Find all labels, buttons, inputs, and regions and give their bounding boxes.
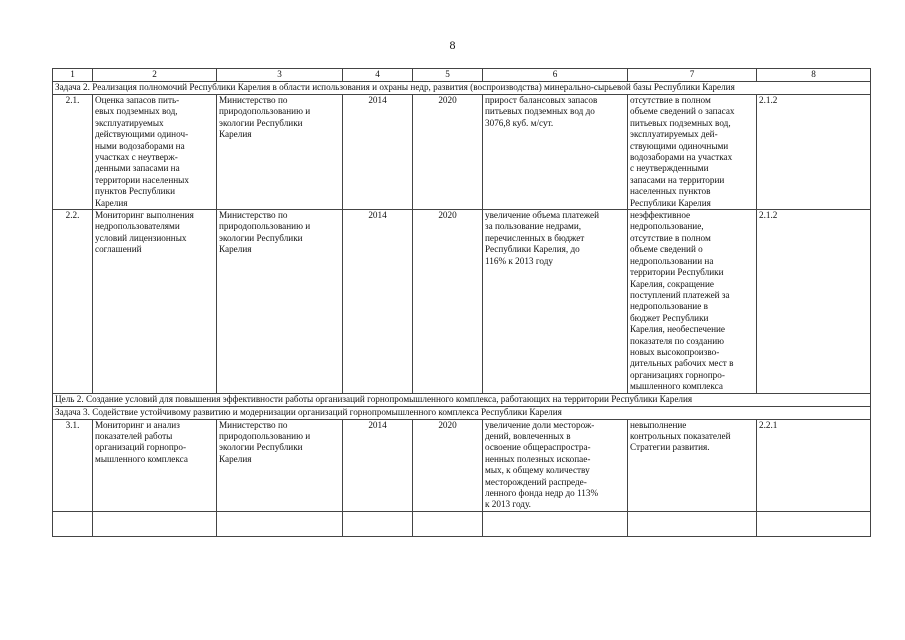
cell-text-line: дительных рабочих мест в bbox=[630, 358, 734, 369]
table-row bbox=[53, 419, 871, 511]
cell-text-line: природопользованию и bbox=[219, 221, 311, 232]
column-number-row bbox=[53, 69, 871, 82]
cell-text-line: недропользование в bbox=[630, 301, 708, 312]
cell-text-line: водозаборами на участках bbox=[630, 152, 733, 163]
item-number: 2.1. bbox=[53, 95, 93, 210]
cell-text-line: Карелия bbox=[219, 453, 252, 464]
empty-cell bbox=[483, 511, 628, 536]
expected-result bbox=[483, 95, 628, 210]
table-row bbox=[53, 95, 871, 210]
cell-text-line: Министерство по bbox=[219, 95, 288, 105]
end-year: 2020 bbox=[413, 210, 483, 394]
cell-text-line: ствующими одиночными bbox=[630, 140, 729, 151]
cell-text-line: увеличение доли месторож- bbox=[485, 419, 595, 430]
empty-cell bbox=[757, 511, 871, 536]
column-number: 5 bbox=[413, 69, 483, 82]
cell-text-line: эксплуатируемых дей- bbox=[630, 129, 718, 140]
cell-text-line: недропользователями bbox=[95, 221, 180, 232]
table-row-spacer bbox=[53, 511, 871, 536]
cell-text-line: организаций горнопро- bbox=[95, 442, 187, 453]
cell-text-line: 116% к 2013 году bbox=[485, 255, 553, 266]
cell-text-line: мышленного комплекса bbox=[95, 453, 188, 464]
empty-cell bbox=[413, 511, 483, 536]
column-number: 2 bbox=[93, 69, 217, 82]
expected-result bbox=[483, 419, 628, 511]
program-activities-table bbox=[52, 68, 871, 537]
cell-text-line: природопользованию и bbox=[219, 106, 311, 117]
empty-cell bbox=[53, 511, 93, 536]
cell-text-line: евых подземных вод, bbox=[95, 106, 178, 117]
cell-text-line: Карелия bbox=[219, 244, 252, 255]
start-year: 2014 bbox=[343, 419, 413, 511]
executor bbox=[217, 95, 343, 210]
end-year: 2020 bbox=[413, 95, 483, 210]
cell-text-line: за пользование недрами, bbox=[485, 221, 582, 232]
cell-text-line: 3076,8 куб. м/сут. bbox=[485, 117, 554, 128]
cell-text-line: к 2013 году. bbox=[485, 499, 531, 510]
cell-text-line: Карелия bbox=[219, 129, 252, 140]
cell-text-line: эксплуатируемых bbox=[95, 117, 164, 128]
cell-text-line: Мониторинг выполнения bbox=[95, 210, 194, 221]
goal-2-row bbox=[53, 393, 871, 406]
column-number: 1 bbox=[53, 69, 93, 82]
non-implementation-consequences bbox=[628, 95, 757, 210]
activity-name bbox=[93, 210, 217, 394]
cell-text-line: неэффективное bbox=[630, 210, 691, 221]
cell-text-line: Министерство по bbox=[219, 419, 288, 430]
end-year: 2020 bbox=[413, 419, 483, 511]
task-2-title: Задача 2. Реализация полномочий Республики Карелия в области использования и охраны недр, развития (воспроизводства) минерально-сырьевой базы Республики Карелия bbox=[53, 82, 871, 95]
cell-text-line: ленного фонда недр до 113% bbox=[485, 488, 599, 498]
cell-text-line: экологии Республики bbox=[219, 442, 303, 453]
goal-2-title: Цель 2. Создание условий для повышения эффективности работы организаций горнопромышленного комплекса, работающих на территории Республики Карелия bbox=[53, 393, 871, 406]
column-number: 3 bbox=[217, 69, 343, 82]
cell-text-line: перечисленных в бюджет bbox=[485, 232, 585, 243]
cell-text-line: Карелия, необеспечение bbox=[630, 324, 725, 335]
cell-text-line: увеличение объема платежей bbox=[485, 210, 600, 221]
cell-text-line: новых высокопроизво- bbox=[630, 346, 720, 357]
table-row bbox=[53, 210, 871, 394]
empty-cell bbox=[343, 511, 413, 536]
start-year: 2014 bbox=[343, 95, 413, 210]
cell-text-line: месторождений распреде- bbox=[485, 476, 587, 487]
cell-text-line: Республики Карелия, до bbox=[485, 244, 580, 255]
column-number: 4 bbox=[343, 69, 413, 82]
empty-cell bbox=[628, 511, 757, 536]
task-3-row bbox=[53, 406, 871, 419]
cell-text-line: организациях горнопро- bbox=[630, 369, 725, 380]
empty-cell bbox=[217, 511, 343, 536]
non-implementation-consequences bbox=[628, 210, 757, 394]
non-implementation-consequences bbox=[628, 419, 757, 511]
cell-text-line: отсутствие в полном bbox=[630, 232, 711, 243]
column-number: 6 bbox=[483, 69, 628, 82]
cell-text-line: недропользование, bbox=[630, 221, 704, 232]
activity-name bbox=[93, 419, 217, 511]
executor bbox=[217, 210, 343, 394]
cell-text-line: Министерство по bbox=[219, 210, 288, 221]
task-3-title: Задача 3. Содействие устойчивому развитию и модернизации организаций горнопромышленного комплекса Республики Карелия bbox=[53, 406, 871, 419]
cell-text-line: отсутствие в полном bbox=[630, 95, 711, 105]
cell-text-line: поступлений платежей за bbox=[630, 289, 730, 300]
expected-result bbox=[483, 210, 628, 394]
cell-text-line: питьевых подземных вод, bbox=[630, 117, 731, 128]
item-number: 2.2. bbox=[53, 210, 93, 394]
column-number: 8 bbox=[757, 69, 871, 82]
start-year: 2014 bbox=[343, 210, 413, 394]
cell-text-line: объеме сведений о bbox=[630, 244, 703, 255]
indicator-link: 2.1.2 bbox=[757, 95, 871, 210]
empty-cell bbox=[93, 511, 217, 536]
cell-text-line: экологии Республики bbox=[219, 117, 303, 128]
cell-text-line: денными запасами на bbox=[95, 163, 180, 174]
task-2-row bbox=[53, 82, 871, 95]
indicator-link: 2.2.1 bbox=[757, 419, 871, 511]
cell-text-line: освоение общераспростра- bbox=[485, 442, 591, 453]
cell-text-line: с неутвержденными bbox=[630, 163, 709, 174]
cell-text-line: объеме сведений о запасах bbox=[630, 106, 735, 117]
cell-text-line: показателей работы bbox=[95, 430, 173, 441]
cell-text-line: условий лицензионных bbox=[95, 232, 187, 243]
column-number: 7 bbox=[628, 69, 757, 82]
cell-text-line: природопользованию и bbox=[219, 430, 311, 441]
cell-text-line: Республики Карелия bbox=[630, 197, 711, 208]
cell-text-line: Мониторинг и анализ bbox=[95, 419, 180, 430]
cell-text-line: соглашений bbox=[95, 244, 142, 255]
indicator-link: 2.1.2 bbox=[757, 210, 871, 394]
cell-text-line: мых, к общему количеству bbox=[485, 465, 590, 476]
cell-text-line: участках с неутверж- bbox=[95, 152, 178, 163]
cell-text-line: Карелия, сокращение bbox=[630, 278, 714, 289]
cell-text-line: ненных полезных ископае- bbox=[485, 453, 591, 464]
cell-text-line: запасами на территории bbox=[630, 174, 725, 185]
cell-text-line: прирост балансовых запасов bbox=[485, 95, 598, 105]
cell-text-line: бюджет Республики bbox=[630, 312, 709, 323]
cell-text-line: мышленного комплекса bbox=[630, 381, 723, 392]
item-number: 3.1. bbox=[53, 419, 93, 511]
cell-text-line: недропользовании на bbox=[630, 255, 714, 266]
cell-text-line: действующими одиноч- bbox=[95, 129, 189, 140]
cell-text-line: невыполнение bbox=[630, 419, 687, 430]
cell-text-line: пунктов Республики bbox=[95, 186, 175, 197]
cell-text-line: Оценка запасов пить- bbox=[95, 95, 180, 105]
cell-text-line: контрольных показателей bbox=[630, 430, 731, 441]
cell-text-line: Стратегии развития. bbox=[630, 442, 710, 453]
page-number: 8 bbox=[449, 38, 456, 52]
cell-text-line: населенных пунктов bbox=[630, 186, 711, 197]
cell-text-line: ными водозаборами на bbox=[95, 140, 185, 151]
cell-text-line: дений, вовлеченных в bbox=[485, 430, 571, 441]
cell-text-line: Карелия bbox=[95, 197, 128, 208]
cell-text-line: экологии Республики bbox=[219, 232, 303, 243]
cell-text-line: территории населенных bbox=[95, 174, 189, 185]
executor bbox=[217, 419, 343, 511]
cell-text-line: питьевых подземных вод до bbox=[485, 106, 595, 117]
cell-text-line: показателя по созданию bbox=[630, 335, 724, 346]
cell-text-line: территории Республики bbox=[630, 267, 724, 278]
activity-name bbox=[93, 95, 217, 210]
